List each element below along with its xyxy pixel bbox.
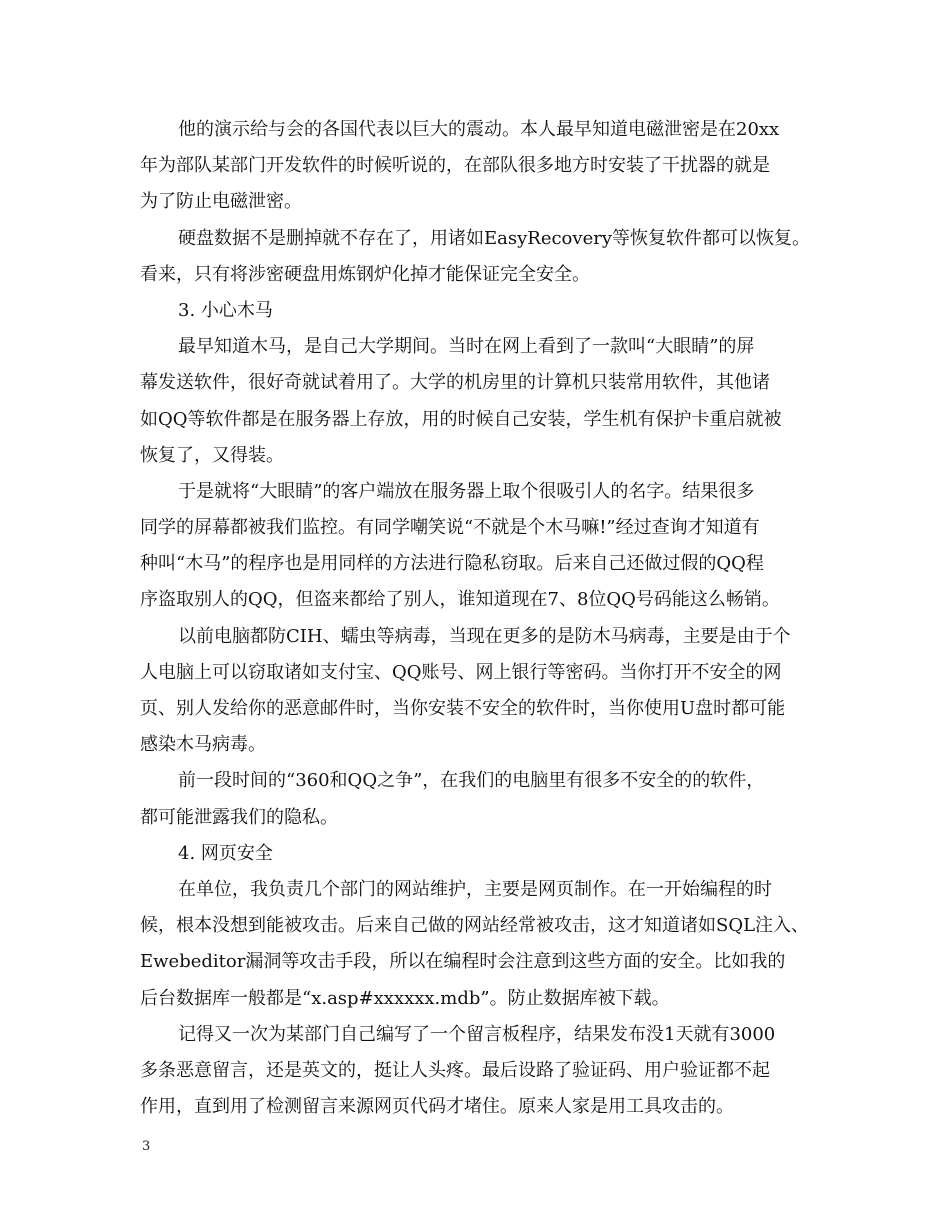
text-line: 同学的屏幕都被我们监控。有同学嘲笑说“不就是个木马嘛!”经过查询才知道有 [140, 517, 760, 539]
text-line: 感染木马病毒。 [140, 734, 266, 756]
text-line: 于是就将“大眼睛”的客户端放在服务器上取个很吸引人的名字。结果很多 [178, 480, 755, 502]
text-line: 在单位，我负责几个部门的网站维护，主要是网页制作。在一开始编程的时 [178, 878, 772, 900]
page-number: 3 [142, 1139, 151, 1154]
text-line: 以前电脑都防CIH、蠕虫等病毒，当现在更多的是防木马病毒，主要是由于个 [178, 625, 791, 647]
text-line: 记得又一次为某部门自己编写了一个留言板程序，结果发布没1天就有3000 [178, 1023, 776, 1045]
text-line: 作用，直到用了检测留言来源网页代码才堵住。原来人家是用工具攻击的。 [140, 1096, 734, 1118]
text-line: Ewebeditor漏洞等攻击手段，所以在编程时会注意到这些方面的安全。比如我的 [140, 951, 786, 973]
text-line: 人电脑上可以窃取诸如支付宝、QQ账号、网上银行等密码。当你打开不安全的网 [140, 661, 782, 683]
body-text [140, 112, 820, 1125]
text-line: 种叫“木马”的程序也是用同样的方法进行隐私窃取。后来自己还做过假的QQ程 [140, 553, 764, 575]
text-line: 前一段时间的“360和QQ之争”，在我们的电脑里有很多不安全的的软件， [178, 770, 765, 792]
text-line: 如QQ等软件都是在服务器上存放，用的时候自己安装，学生机有保护卡重启就被 [140, 408, 782, 430]
text-line: 看来，只有将涉密硬盘用炼钢炉化掉才能保证完全安全。 [140, 263, 590, 285]
text-line: 序盗取别人的QQ，但盗来都给了别人，谁知道现在7、8位QQ号码能这么畅销。 [140, 589, 780, 611]
text-line: 硬盘数据不是删掉就不存在了，用诸如EasyRecovery等恢复软件都可以恢复。 [178, 227, 810, 249]
text-line: 最早知道木马，是自己大学期间。当时在网上看到了一款叫“大眼睛”的屏 [178, 336, 755, 358]
text-line: 恢复了，又得装。 [140, 444, 284, 466]
text-line: 候，根本没想到能被攻击。后来自己做的网站经常被攻击，这才知道诸如SQL注入、 [140, 915, 810, 937]
text-line: 都可能泄露我们的隐私。 [140, 806, 338, 828]
text-line: 幕发送软件，很好奇就试着用了。大学的机房里的计算机只装常用软件，其他诸 [140, 372, 770, 394]
text-line: 多条恶意留言，还是英文的，挺让人头疼。最后设路了验证码、用户验证都不起 [140, 1059, 770, 1081]
text-line: 年为部队某部门开发软件的时候听说的，在部队很多地方时安装了干扰器的就是 [140, 155, 770, 177]
text-line: 页、别人发给你的恶意邮件时，当你安装不安全的软件时，当你使用U盘时都可能 [140, 698, 786, 719]
text-line: 后台数据库一般都是“x.asp#xxxxxx.mdb”。防止数据库被下载。 [140, 987, 670, 1009]
text-line: 为了防止电磁泄密。 [140, 191, 302, 213]
text-line: 3. 小心木马 [178, 299, 273, 321]
text-line: 4. 网页安全 [178, 842, 273, 864]
text-line: 他的演示给与会的各国代表以巨大的震动。本人最早知道电磁泄密是在20xx [178, 119, 780, 140]
